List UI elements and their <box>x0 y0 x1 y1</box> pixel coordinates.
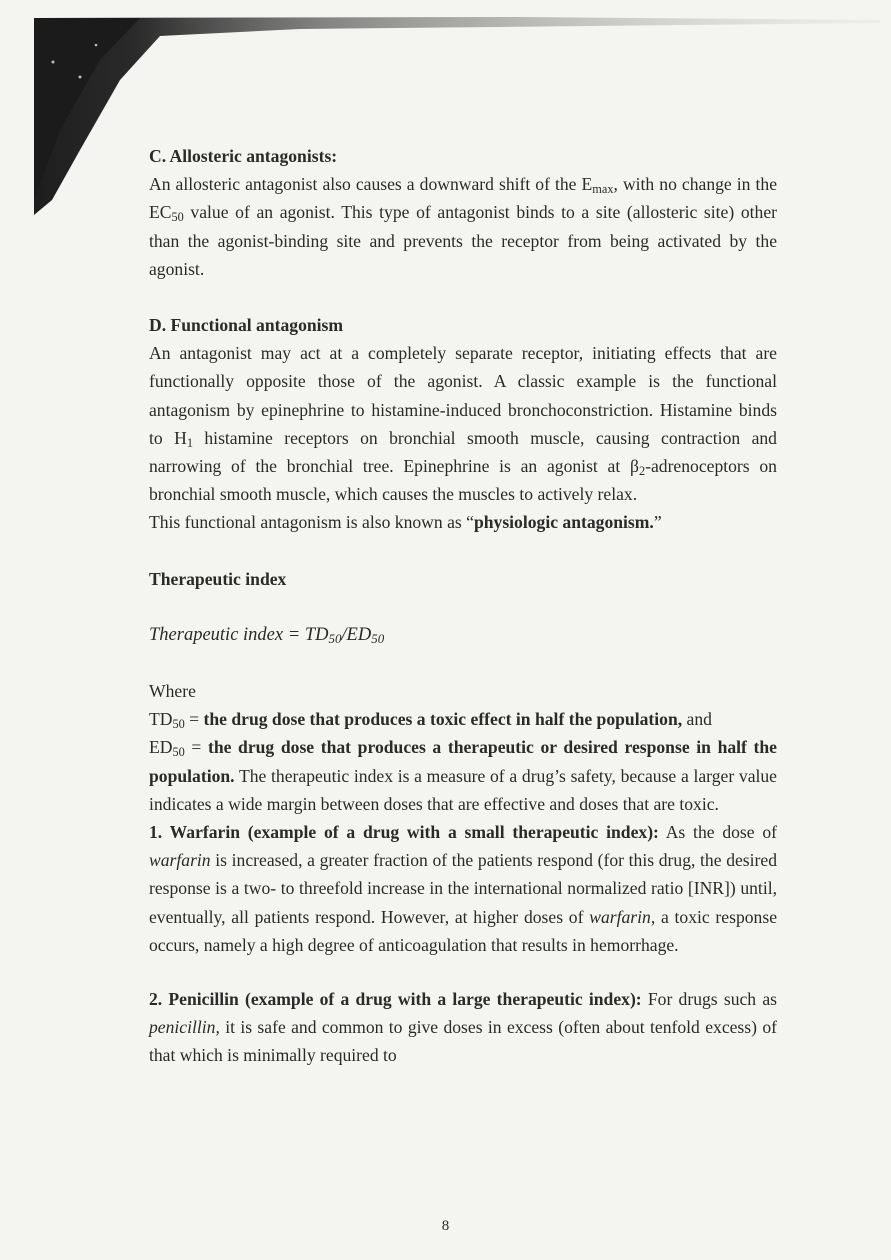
therapeutic-index-heading: Therapeutic index <box>149 568 287 589</box>
formula-part-a: Therapeutic index = TD <box>149 624 329 645</box>
section-c-paragraph <box>149 170 777 283</box>
td-definition-bold: the drug dose that produces a toxic effect in half the population, <box>203 709 683 730</box>
penicillin-example <box>149 985 777 1070</box>
ed-subscript: 50 <box>172 745 185 760</box>
page-number: 8 <box>441 1218 450 1234</box>
ed50-definition <box>149 733 777 818</box>
formula-ed-subscript: 50 <box>371 631 385 647</box>
section-d-text-1: An antagonist may act at a completely separate receptor, initiating effects that are functionally opposite those of the agonist. A classic example is the functional antagonism by epinephrine to histamine-induced bronchoconstriction. Histamine binds to H <box>149 343 777 448</box>
td-label: TD <box>149 709 173 730</box>
warfarin-heading: 1. Warfarin (example of a drug with a small therapeutic index): <box>149 822 659 843</box>
physiologic-quote-end: ” <box>653 512 662 533</box>
ed-definition-rest: The therapeutic index is a measure of a drug’s safety, because a larger value indicates a wide margin between doses that are effective and doses that are toxic. <box>149 765 777 814</box>
physiologic-text: This functional antagonism is also known as “ <box>149 512 474 533</box>
h1-subscript: 1 <box>186 435 193 450</box>
page-content <box>149 142 777 1070</box>
warfarin-text-3: a toxic response occurs, namely a high degree of anticoagulation that results in hemorrhage. <box>149 906 777 955</box>
td-definition-end: and <box>682 709 712 730</box>
penicillin-text-1: For drugs such as <box>641 989 777 1010</box>
section-d-heading: D. Functional antagonism <box>149 315 344 336</box>
penicillin-text-2: it is safe and common to give doses in excess (often about tenfold excess) of that which is minimally required to <box>149 1017 777 1066</box>
section-d-text-2: histamine receptors on bronchial smooth muscle, causing contraction and narrowing of the bronchial tree. Epinephrine is an agonist at β <box>149 427 777 477</box>
td-equals: = <box>184 709 204 730</box>
warfarin-term-1: warfarin <box>149 850 211 871</box>
therapeutic-index-formula <box>149 621 777 649</box>
td-subscript: 50 <box>172 717 185 732</box>
section-c-heading: C. Allosteric antagonists: <box>149 146 338 166</box>
section-d-text-3: -adrenoceptors on bronchial smooth muscle, which causes the muscles to actively relax. <box>149 456 777 505</box>
warfarin-text-2: is increased, a greater fraction of the patients respond (for this drug, the desired response is a two- to threefold increase in the international normalized ratio [INR]) until, eventually, all patients respond. However, at higher doses of <box>149 850 777 927</box>
ed-definition-bold: the drug dose that produces a therapeutic or desired response in half the population. <box>149 737 777 786</box>
formula-part-b: /ED <box>341 624 372 645</box>
where-label: Where <box>149 681 196 702</box>
section-c-text-2: , with no change in the EC <box>149 174 778 223</box>
ec50-subscript: 50 <box>171 210 184 225</box>
warfarin-example <box>149 818 777 959</box>
section-c-text-1: An allosteric antagonist also causes a downward shift of the E <box>149 174 593 195</box>
ed-label: ED <box>149 737 173 758</box>
emax-subscript: max <box>592 182 614 197</box>
section-d-paragraph <box>149 339 777 508</box>
physiologic-term: physiologic antagonism. <box>473 512 654 533</box>
penicillin-term: penicillin, <box>149 1017 220 1038</box>
penicillin-heading: 2. Penicillin (example of a drug with a large therapeutic index): <box>149 989 642 1010</box>
warfarin-term-2: warfarin, <box>589 906 656 927</box>
beta2-subscript: 2 <box>638 464 646 479</box>
ed-equals: = <box>184 737 208 758</box>
td50-definition <box>149 705 777 733</box>
formula-td-subscript: 50 <box>328 631 342 647</box>
warfarin-text-1: As the dose of <box>658 822 778 843</box>
physiologic-antagonism-line <box>149 508 777 536</box>
section-c-text-3: value of an agonist. This type of antagonist binds to a site (allosteric site) other than the agonist-binding site and prevents the receptor from being activated by the agonist. <box>149 202 777 279</box>
